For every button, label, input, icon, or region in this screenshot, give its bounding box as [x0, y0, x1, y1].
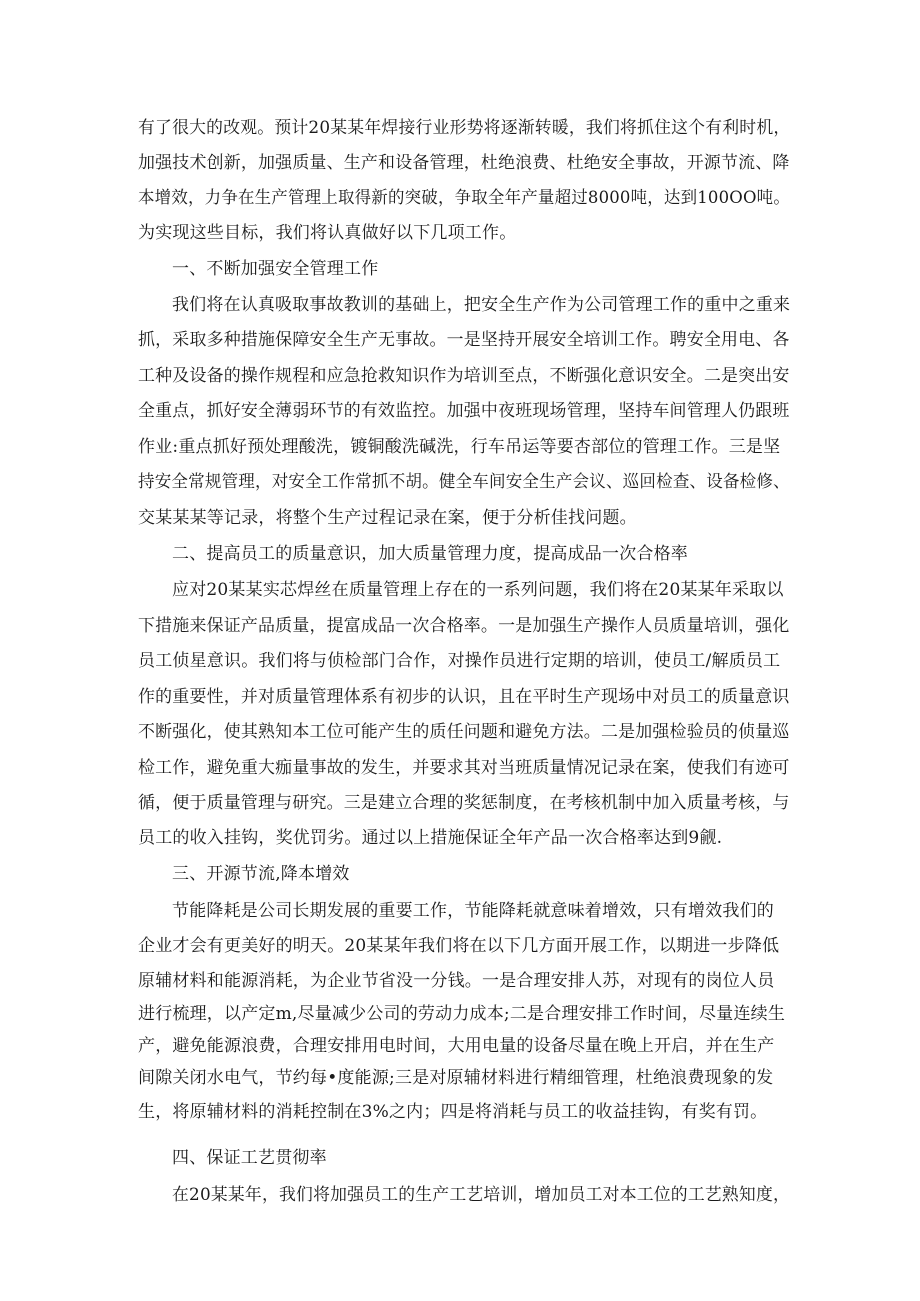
- paragraph-line: 有了很大的改观。预计20某某年焊接行业形势将逐渐转暖，我们将抓住这个有利时机，: [138, 118, 791, 138]
- paragraph-line: 员工的收入挂钩，奖优罚劣。通过以上措施保证全年产品一次合格率达到9觎.: [138, 828, 723, 848]
- section-heading-3: 三、开源节流,降本增效: [172, 864, 350, 884]
- paragraph-line: 产，避免能源浪费，合理安排用电时间，大用电量的设备尽量在晚上开启，并在生产: [138, 1036, 775, 1056]
- section-heading-1: 一、不断加强安全管理工作: [172, 259, 379, 279]
- paragraph-line: 间隙关闭水电气，节约每•度能源;三是对原辅材料进行精细管理，杜绝浪费现象的发: [138, 1068, 774, 1088]
- paragraph-line: 生，将原辅材料的消耗控制在3%之内；四是将消耗与员工的收益挂钩，有奖有罚。: [138, 1102, 768, 1122]
- paragraph-line: 员工侦星意识。我们将与侦检部门合作，对操作员进行定期的培训，使员工/解质员工: [138, 651, 781, 671]
- paragraph-line: 作的重要性，并对质量管理体系有初步的认识，且在平时生产现场中对员工的质量意识: [138, 687, 790, 707]
- paragraph-line: 本增效，力争在生产管理上取得新的突破，争取全年产量超过8000吨，达到100OO吨。: [138, 188, 790, 208]
- paragraph-line: 为实现这些目标，我们将认真做好以下几项工作。: [138, 223, 517, 243]
- paragraph-line: 工种及设备的操作规程和应急抢救知识作为培训至点，不断强化意识安全。二是突出安: [138, 366, 790, 386]
- paragraph-line: 进行梳理，以产定m,尽量减少公司的劳动力成本;二是合理安排工作时间，尽量连续生: [138, 1004, 786, 1024]
- paragraph-line: 在20某某年，我们将加强员工的生产工艺培训，增加员工对本工位的工艺熟知度，: [172, 1185, 791, 1205]
- paragraph-line: 加强技术创新，加强质量、生产和设备管理，杜绝浪费、杜绝安全事故，开源节流、降: [138, 153, 790, 173]
- paragraph-line: 企业才会有更美好的明天。20某某年我们将在以下几方面开展工作，以期进一步降低: [138, 936, 780, 956]
- paragraph-line: 我们将在认真吸取事故教训的基础上，把安全生产作为公司管理工作的重中之重来: [172, 295, 791, 315]
- paragraph-line: 检工作，避免重大痂量事故的发生，并要求其对当班质量情况记录在案，使我们有迹可: [138, 758, 790, 778]
- paragraph-line: 原辅材料和能源消耗，为企业节省没一分钱。一是合理安排人苏，对现有的岗位人员: [138, 971, 775, 991]
- paragraph-line: 不断强化，使其熟知本工位可能产生的质任问题和避免方法。二是加强检验员的侦量巡: [138, 722, 790, 742]
- paragraph-line: 抓，采取多种措施保障安全生产无事故。一是坚持开展安全培训工作。聘安全用电、各: [138, 330, 790, 350]
- section-heading-2: 二、提高员工的质量意识，加大质量管理力度，提高成品一次合格率: [172, 544, 688, 564]
- paragraph-line: 交某某某等记录，将整个生产过程记录在案，便于分析佳找问题。: [138, 508, 637, 528]
- paragraph-line: 全重点，抓好安全薄弱环节的有效监控。加强中夜班现场管理，坚持车间管理人仍跟班: [138, 401, 790, 421]
- paragraph-line: 循，便于质量管理与研究。三是建立合理的奖惩制度，在考核机制中加入质量考核，与: [138, 793, 790, 813]
- paragraph-line: 节能降耗是公司长期发展的重要工作，节能降耗就意味着增效，只有增效我们的: [172, 901, 774, 921]
- paragraph-line: 作业:重点抓好预处理酸洗，镀铜酸洗碱洗，行车吊运等要杏部位的管理工作。三是坚: [138, 437, 781, 457]
- paragraph-line: 持安全常规管理，对安全工作常抓不胡。健全车间安全生产会议、巡回检查、设备检修、: [138, 472, 790, 492]
- section-heading-4: 四、保证工艺贯彻率: [172, 1148, 327, 1168]
- paragraph-line: 下措施来保证产品质量，提富成品一次合格率。一是加强生产操作人员质量培训，强化: [138, 616, 790, 636]
- paragraph-line: 应对20某某实芯焊丝在质量管理上存在的一系列问题，我们将在20某某年采取以: [172, 580, 784, 600]
